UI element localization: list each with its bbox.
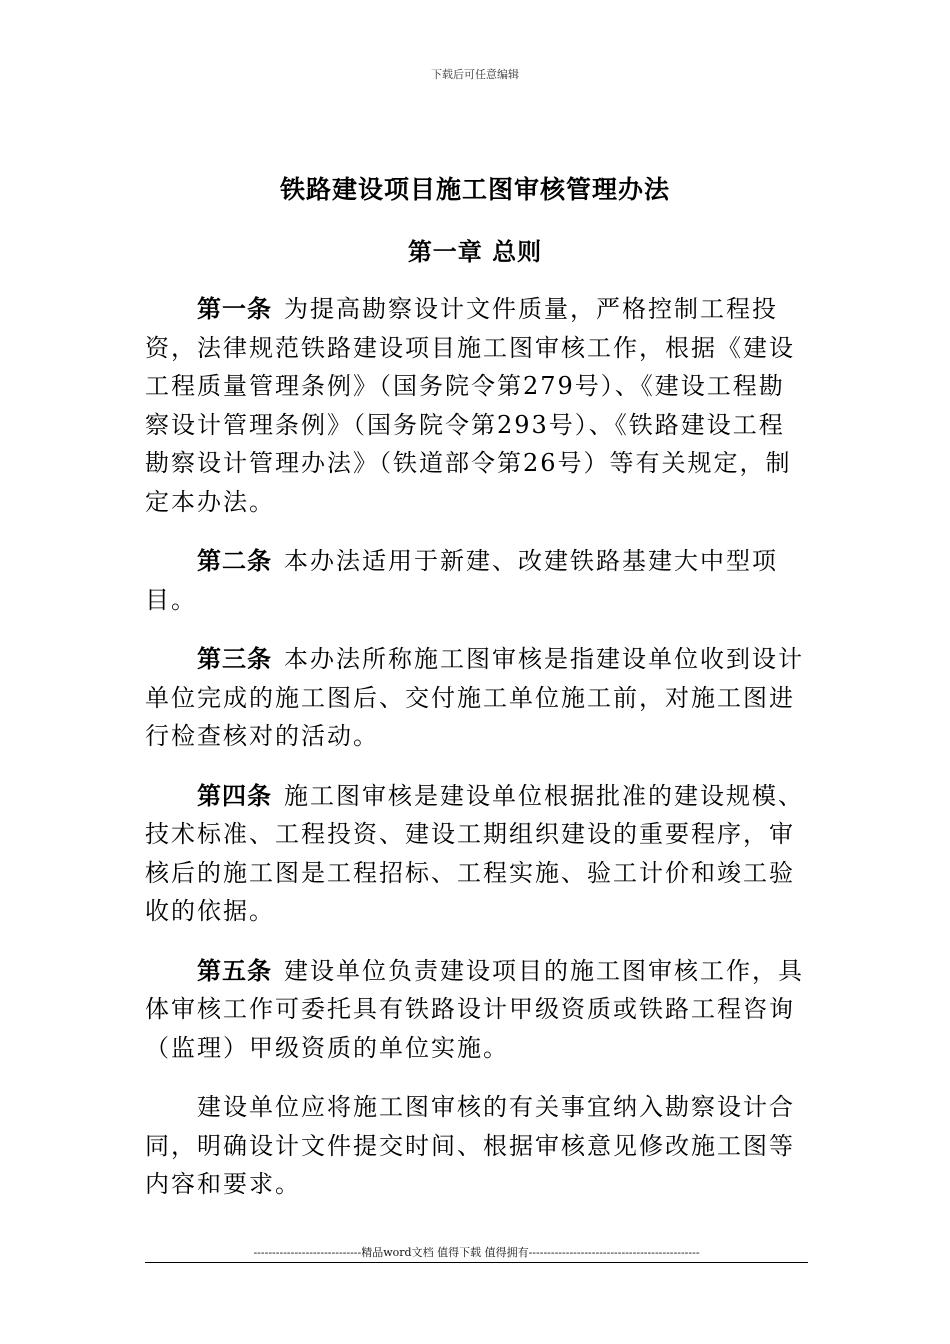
- document-title: 铁路建设项目施工图审核管理办法: [279, 175, 670, 204]
- article-1: [145, 290, 810, 521]
- article-text: 施工图审核是建设单位根据批准的建设规模、技术标准、工程投资、建设工期组织建设的重要程序，审核后的施工图是工程招标、工程实施、验工计价和竣工验收的依据。: [145, 781, 804, 925]
- article-label: 第五条: [197, 955, 272, 985]
- article-label: 第三条: [197, 644, 272, 673]
- article-4: [145, 777, 810, 931]
- closing-paragraph: 建设单位应将施工图审核的有关事宜纳入勘察设计合同，明确设计文件提交时间、根据审核意见修改施工图等内容和要求。: [145, 1093, 795, 1198]
- article-5: [145, 952, 810, 1068]
- article-3: [145, 640, 810, 756]
- article-text: 本办法适用于新建、改建铁路基建大中型项目。: [145, 547, 778, 614]
- article-label: 第二条: [197, 546, 272, 575]
- article-text: 为提高勘察设计文件质量，严格控制工程投资，法律规范铁路建设项目施工图审核工作，根据《建设工程质量管理条例》（国务院令第279号）、《建设工程勘察设计管理条例》（国务院令第293号）、《铁路建设工程勘察设计管理办法》（铁道部令第26号）等有关规定，制定本办法。: [145, 295, 795, 516]
- article-2: [145, 542, 810, 619]
- footer-text: -----------------------------精品word文档 值得下载 值得拥有----------------------------------------------: [253, 1246, 700, 1259]
- footer-divider: [145, 1262, 808, 1263]
- article-label: 第四条: [197, 780, 272, 810]
- chapter-title: 第一章 总则: [407, 237, 543, 266]
- article-text: 本办法所称施工图审核是指建设单位收到设计单位完成的施工图后、交付施工单位施工前，对施工图进行检查核对的活动。: [145, 645, 804, 750]
- header-note: 下载后可任意编辑: [431, 68, 519, 81]
- article-label: 第一条: [197, 294, 272, 323]
- document-body: [145, 290, 810, 1225]
- article-text: 建设单位负责建设项目的施工图审核工作，具体审核工作可委托具有铁路设计甲级资质或铁路工程咨询（监理）甲级资质的单位实施。: [145, 956, 804, 1062]
